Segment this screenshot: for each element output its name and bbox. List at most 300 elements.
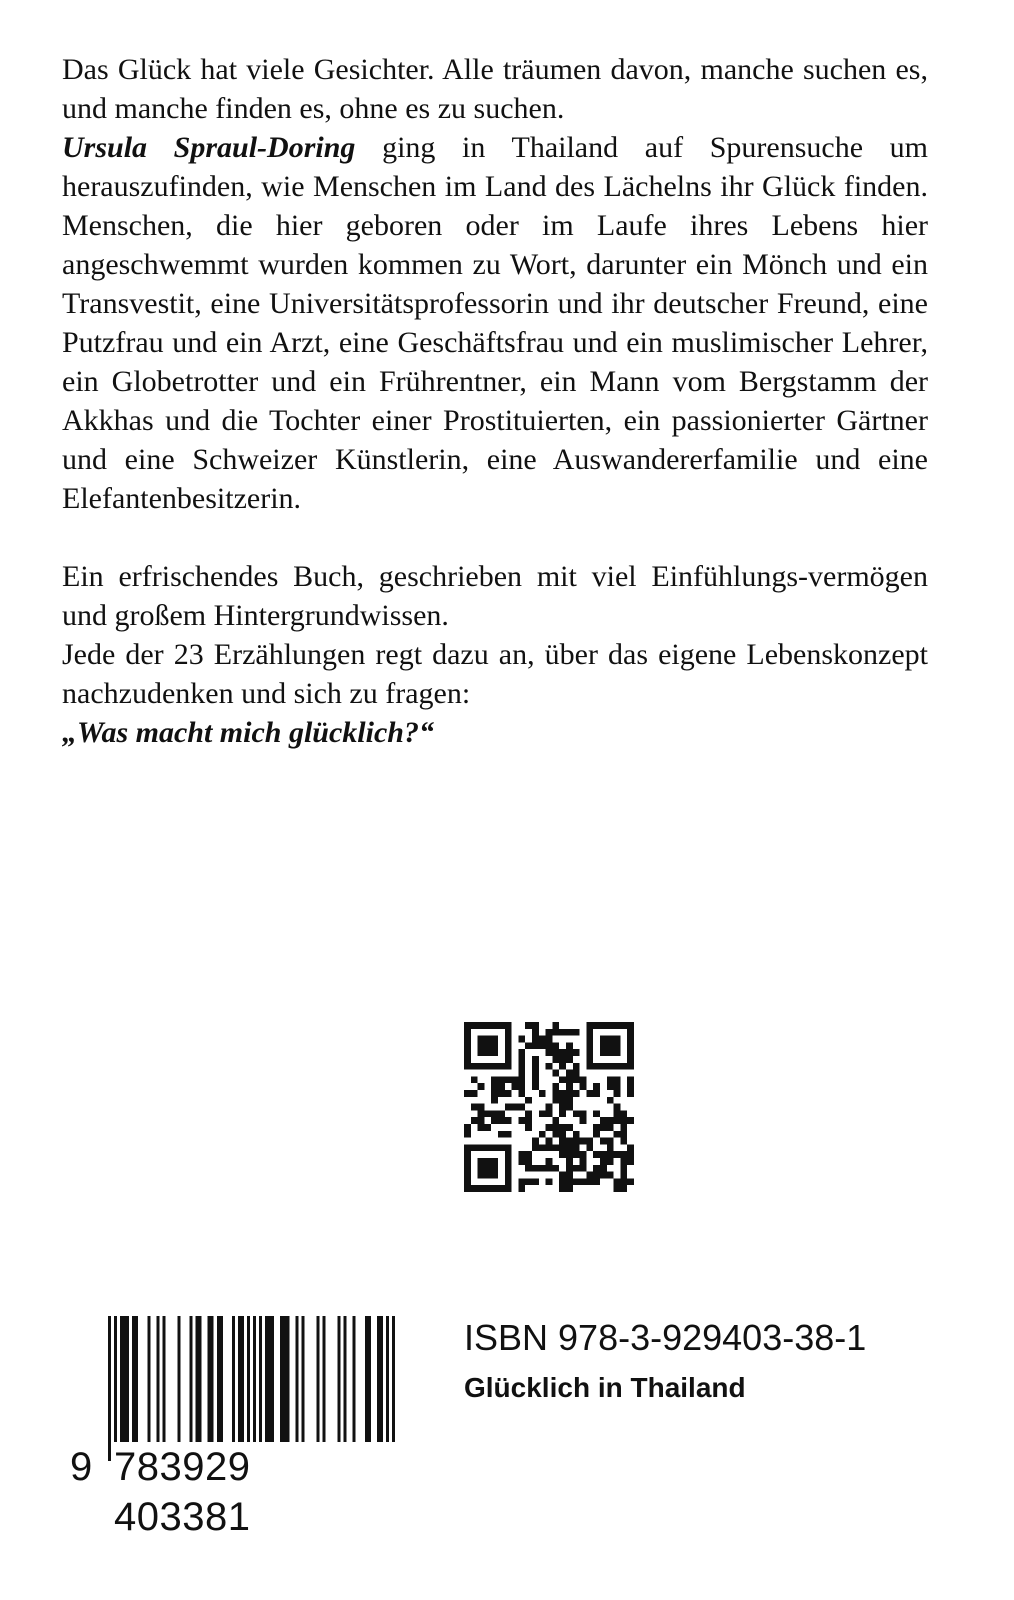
intro-paragraph: Das Glück hat viele Gesichter. Alle träumen davon, manche suchen es, und manche finden es, ohne es zu suchen.	[62, 53, 928, 125]
qr-module	[580, 1178, 587, 1185]
qr-module	[532, 1138, 539, 1145]
barcode-bar	[241, 1316, 244, 1443]
qr-module	[600, 1022, 607, 1029]
qr-module	[518, 1178, 525, 1185]
qr-module	[573, 1029, 580, 1036]
barcode-bar	[108, 1316, 111, 1461]
qr-module	[566, 1056, 573, 1063]
qr-module	[518, 1117, 525, 1124]
qr-module	[586, 1178, 593, 1185]
qr-module	[471, 1076, 478, 1083]
qr-module	[498, 1076, 505, 1083]
qr-module	[546, 1104, 553, 1111]
qr-module	[464, 1178, 471, 1185]
barcode	[70, 1316, 395, 1539]
qr-module	[471, 1104, 478, 1111]
qr-module	[525, 1124, 532, 1131]
qr-module	[559, 1124, 566, 1131]
qr-module	[614, 1036, 621, 1043]
barcode-bar	[199, 1316, 202, 1443]
qr-module	[580, 1165, 587, 1172]
qr-module	[607, 1083, 614, 1090]
qr-module	[546, 1049, 553, 1056]
qr-module	[559, 1172, 566, 1179]
qr-module	[614, 1185, 621, 1192]
qr-module	[505, 1029, 512, 1036]
qr-module	[593, 1151, 600, 1158]
qr-module	[580, 1076, 587, 1083]
qr-module	[532, 1029, 539, 1036]
qr-module	[525, 1097, 532, 1104]
qr-module	[593, 1090, 600, 1097]
qr-module	[532, 1083, 539, 1090]
qr-module	[614, 1131, 621, 1138]
qr-module	[478, 1036, 485, 1043]
qr-module	[505, 1090, 512, 1097]
qr-module	[471, 1022, 478, 1029]
qr-module	[593, 1110, 600, 1117]
qr-module	[607, 1117, 614, 1124]
qr-module	[552, 1049, 559, 1056]
qr-module	[600, 1158, 607, 1165]
qr-module	[532, 1178, 539, 1185]
qr-module	[566, 1090, 573, 1097]
qr-module	[498, 1110, 505, 1117]
qr-module	[484, 1124, 491, 1131]
qr-module	[559, 1131, 566, 1138]
qr-module	[620, 1172, 627, 1179]
qr-module	[573, 1049, 580, 1056]
qr-module	[559, 1090, 566, 1097]
qr-module	[505, 1049, 512, 1056]
qr-module	[566, 1104, 573, 1111]
qr-module	[614, 1083, 621, 1090]
qr-module	[484, 1063, 491, 1070]
qr-module	[505, 1063, 512, 1070]
qr-module	[614, 1049, 621, 1056]
qr-module	[566, 1151, 573, 1158]
barcode-bar	[123, 1316, 126, 1443]
qr-module	[559, 1063, 566, 1070]
qr-module	[607, 1138, 614, 1145]
barcode-bar	[271, 1316, 274, 1443]
qr-module	[627, 1178, 634, 1185]
qr-module	[518, 1090, 525, 1097]
barcode-bar	[135, 1316, 138, 1443]
qr-module	[546, 1029, 553, 1036]
qr-module	[627, 1056, 634, 1063]
qr-module	[614, 1090, 621, 1097]
qr-module	[464, 1042, 471, 1049]
qr-module	[491, 1042, 498, 1049]
quote-text: „Was macht mich glücklich?“	[62, 716, 434, 749]
qr-module	[491, 1097, 498, 1104]
barcode-bar	[283, 1316, 286, 1443]
qr-module	[532, 1036, 539, 1043]
qr-module	[586, 1144, 593, 1151]
book-title: Glücklich in Thailand	[464, 1372, 746, 1403]
qr-module	[518, 1036, 525, 1043]
qr-module	[627, 1151, 634, 1158]
qr-module	[505, 1076, 512, 1083]
barcode-bar	[259, 1316, 262, 1443]
qr-module	[546, 1063, 553, 1070]
qr-module	[586, 1042, 593, 1049]
qr-module	[586, 1022, 593, 1029]
barcode-bar	[380, 1316, 383, 1443]
qr-module	[552, 1124, 559, 1131]
qr-module	[607, 1049, 614, 1056]
qr-module	[478, 1158, 485, 1165]
qr-module	[620, 1158, 627, 1165]
qr-module	[552, 1083, 559, 1090]
qr-module	[484, 1144, 491, 1151]
qr-module	[620, 1131, 627, 1138]
qr-module	[505, 1178, 512, 1185]
qr-module	[484, 1110, 491, 1117]
qr-module	[491, 1063, 498, 1070]
qr-module	[566, 1138, 573, 1145]
qr-module	[532, 1042, 539, 1049]
qr-module	[498, 1185, 505, 1192]
barcode-bar	[156, 1316, 159, 1443]
qr-module	[600, 1036, 607, 1043]
qr-module	[539, 1144, 546, 1151]
qr-module	[478, 1042, 485, 1049]
barcode-bar	[344, 1316, 347, 1443]
qr-module	[614, 1076, 621, 1083]
qr-module	[464, 1158, 471, 1165]
qr-module	[614, 1117, 621, 1124]
qr-module	[620, 1110, 627, 1117]
qr-module	[498, 1131, 505, 1138]
qr-code-graphic	[464, 1021, 634, 1193]
qr-module	[580, 1138, 587, 1145]
qr-module	[518, 1049, 525, 1056]
qr-module	[600, 1151, 607, 1158]
qr-module	[620, 1022, 627, 1029]
qr-module	[539, 1042, 546, 1049]
qr-module	[532, 1063, 539, 1070]
qr-module	[559, 1151, 566, 1158]
qr-module	[552, 1056, 559, 1063]
qr-module	[539, 1131, 546, 1138]
qr-module	[498, 1083, 505, 1090]
qr-module	[546, 1042, 553, 1049]
qr-module	[580, 1151, 587, 1158]
qr-module	[566, 1144, 573, 1151]
qr-module	[573, 1090, 580, 1097]
qr-module	[573, 1076, 580, 1083]
qr-module	[484, 1158, 491, 1165]
qr-module	[478, 1144, 485, 1151]
qr-module	[607, 1144, 614, 1151]
qr-module	[546, 1144, 553, 1151]
qr-module	[607, 1124, 614, 1131]
qr-module	[532, 1165, 539, 1172]
qr-module	[580, 1110, 587, 1117]
qr-module	[539, 1110, 546, 1117]
qr-module	[539, 1090, 546, 1097]
barcode-bar	[338, 1316, 341, 1443]
barcode-bar	[353, 1316, 356, 1443]
quote-line	[62, 713, 928, 752]
qr-module	[471, 1185, 478, 1192]
qr-module	[464, 1029, 471, 1036]
qr-module	[518, 1158, 525, 1165]
qr-module	[464, 1131, 471, 1138]
qr-module	[484, 1165, 491, 1172]
qr-module	[464, 1165, 471, 1172]
qr-module	[559, 1110, 566, 1117]
qr-module	[600, 1117, 607, 1124]
barcode-bar	[220, 1316, 223, 1443]
qr-module	[464, 1036, 471, 1043]
qr-module	[478, 1172, 485, 1179]
qr-module	[607, 1076, 614, 1083]
qr-module	[600, 1124, 607, 1131]
qr-module	[586, 1056, 593, 1063]
qr-module	[512, 1104, 519, 1111]
qr-module	[478, 1165, 485, 1172]
qr-module	[478, 1117, 485, 1124]
qr-module	[525, 1022, 532, 1029]
barcode-bar	[268, 1316, 271, 1443]
barcode-bar	[238, 1316, 241, 1443]
qr-module	[539, 1036, 546, 1043]
qr-module	[627, 1158, 634, 1165]
qr-module	[627, 1036, 634, 1043]
back-cover-blurb	[62, 50, 928, 752]
barcode-digits	[70, 1442, 395, 1539]
qr-module	[546, 1138, 553, 1145]
author-name: Ursula Spraul-Doring	[62, 131, 356, 164]
qr-module	[593, 1083, 600, 1090]
qr-module	[593, 1178, 600, 1185]
qr-module	[559, 1104, 566, 1111]
qr-module	[505, 1036, 512, 1043]
qr-module	[512, 1076, 519, 1083]
qr-module	[491, 1158, 498, 1165]
qr-module	[484, 1172, 491, 1179]
qr-module	[518, 1070, 525, 1077]
qr-module	[471, 1090, 478, 1097]
qr-module	[607, 1151, 614, 1158]
qr-module	[607, 1172, 614, 1179]
barcode-bar	[177, 1316, 180, 1443]
qr-module	[566, 1158, 573, 1165]
qr-module	[566, 1049, 573, 1056]
qr-module	[552, 1144, 559, 1151]
qr-module	[573, 1178, 580, 1185]
qr-module	[518, 1151, 525, 1158]
qr-module	[559, 1029, 566, 1036]
qr-module	[573, 1138, 580, 1145]
qr-module	[559, 1185, 566, 1192]
qr-module	[491, 1076, 498, 1083]
qr-module	[464, 1022, 471, 1029]
qr-module	[518, 1104, 525, 1111]
qr-module	[478, 1083, 485, 1090]
qr-module	[586, 1063, 593, 1070]
qr-module	[491, 1144, 498, 1151]
qr-module	[620, 1185, 627, 1192]
qr-module	[518, 1056, 525, 1063]
qr-module	[498, 1144, 505, 1151]
author-paragraph	[62, 128, 928, 518]
qr-module	[471, 1117, 478, 1124]
qr-module	[532, 1070, 539, 1077]
qr-module	[566, 1124, 573, 1131]
qr-module	[559, 1076, 566, 1083]
qr-module	[491, 1090, 498, 1097]
barcode-bar	[377, 1316, 380, 1443]
qr-module	[566, 1083, 573, 1090]
qr-module	[600, 1165, 607, 1172]
qr-module	[546, 1036, 553, 1043]
qr-module	[593, 1124, 600, 1131]
qr-module	[491, 1185, 498, 1192]
qr-module	[532, 1022, 539, 1029]
qr-module	[593, 1063, 600, 1070]
qr-module	[505, 1104, 512, 1111]
barcode-bar	[147, 1316, 150, 1443]
barcode-bar	[162, 1316, 165, 1443]
qr-module	[593, 1022, 600, 1029]
qr-module	[525, 1042, 532, 1049]
qr-module	[464, 1151, 471, 1158]
qr-module	[586, 1172, 593, 1179]
qr-module	[614, 1104, 621, 1111]
qr-module	[484, 1036, 491, 1043]
qr-module	[532, 1076, 539, 1083]
qr-module	[552, 1165, 559, 1172]
qr-module	[614, 1178, 621, 1185]
qr-module	[559, 1138, 566, 1145]
qr-module	[627, 1090, 634, 1097]
qr-code	[464, 1021, 634, 1193]
barcode-bar	[280, 1316, 283, 1443]
qr-module	[471, 1063, 478, 1070]
barcode-bar	[114, 1316, 117, 1461]
qr-module	[498, 1117, 505, 1124]
qr-module	[566, 1070, 573, 1077]
author-paragraph-text: ging in Thailand auf Spurensuche um herauszufinden, wie Menschen im Land des Lächelns ihr Glück finden. Menschen, die hier geboren oder im Laufe ihres Lebens hier angeschwemmt wurden kommen zu Wort, darunter ein Mönch und ein Transvestit, eine Universitätsprofessorin und ihr deutscher Freund, eine Putzfrau und ein Arzt, eine Geschäftsfrau und ein muslimischer Lehrer, ein Globetrotter und ein Frührentner, ein Mann vom Bergstamm der Akkhas und die Tochter einer Prostituierten, ein passionierter Gärtner und eine Schweizer Künstlerin, eine Auswandererfamilie und eine Elefantenbesitzerin.	[62, 131, 928, 515]
qr-module	[498, 1022, 505, 1029]
qr-module	[546, 1158, 553, 1165]
qr-module	[464, 1172, 471, 1179]
qr-module	[566, 1165, 573, 1172]
qr-module	[491, 1110, 498, 1117]
qr-module	[573, 1165, 580, 1172]
qr-module	[525, 1117, 532, 1124]
qr-module	[559, 1056, 566, 1063]
qr-module	[559, 1049, 566, 1056]
qr-module	[464, 1144, 471, 1151]
qr-module	[600, 1049, 607, 1056]
qr-module	[586, 1049, 593, 1056]
qr-module	[518, 1083, 525, 1090]
qr-module	[484, 1049, 491, 1056]
qr-module	[532, 1144, 539, 1151]
qr-module	[627, 1117, 634, 1124]
qr-module	[614, 1042, 621, 1049]
qr-module	[491, 1036, 498, 1043]
qr-module	[627, 1076, 634, 1083]
qr-module	[478, 1185, 485, 1192]
qr-module	[484, 1042, 491, 1049]
qr-module	[620, 1165, 627, 1172]
qr-module	[478, 1104, 485, 1111]
qr-module	[505, 1117, 512, 1124]
qr-module	[607, 1022, 614, 1029]
qr-module	[518, 1076, 525, 1083]
qr-module	[552, 1131, 559, 1138]
qr-module	[573, 1063, 580, 1070]
isbn-number: ISBN 978-3-929403-38-1	[464, 1317, 867, 1358]
qr-module	[586, 1036, 593, 1043]
qr-module	[627, 1042, 634, 1049]
qr-module	[505, 1131, 512, 1138]
qr-module	[600, 1172, 607, 1179]
qr-module	[573, 1151, 580, 1158]
qr-module	[491, 1049, 498, 1056]
qr-module	[600, 1042, 607, 1049]
qr-module	[491, 1117, 498, 1124]
qr-module	[614, 1063, 621, 1070]
qr-module	[627, 1022, 634, 1029]
qr-module	[491, 1083, 498, 1090]
qr-module	[464, 1063, 471, 1070]
qr-module	[580, 1083, 587, 1090]
qr-module	[600, 1138, 607, 1145]
qr-module	[491, 1172, 498, 1179]
qr-module	[607, 1063, 614, 1070]
barcode-bar	[316, 1316, 319, 1443]
qr-module	[471, 1144, 478, 1151]
qr-module	[552, 1097, 559, 1104]
qr-module	[525, 1178, 532, 1185]
barcode-bar	[217, 1316, 220, 1443]
qr-module	[498, 1063, 505, 1070]
barcode-bar	[211, 1316, 214, 1443]
qr-module	[512, 1083, 519, 1090]
qr-module	[464, 1056, 471, 1063]
qr-module	[607, 1158, 614, 1165]
qr-module	[478, 1124, 485, 1131]
qr-module	[586, 1090, 593, 1097]
qr-module	[627, 1049, 634, 1056]
qr-module	[491, 1165, 498, 1172]
qr-module	[505, 1172, 512, 1179]
qr-module	[464, 1124, 471, 1131]
qr-module	[586, 1138, 593, 1145]
qr-module	[627, 1063, 634, 1070]
qr-module	[518, 1063, 525, 1070]
barcode-bar	[301, 1316, 304, 1443]
barcode-bar	[386, 1316, 389, 1461]
qr-module	[607, 1097, 614, 1104]
qr-module	[484, 1022, 491, 1029]
qr-module	[478, 1022, 485, 1029]
qr-module	[552, 1117, 559, 1124]
barcode-bar	[132, 1316, 135, 1443]
qr-module	[614, 1110, 621, 1117]
qr-module	[573, 1131, 580, 1138]
qr-module	[566, 1172, 573, 1179]
qr-module	[505, 1151, 512, 1158]
qr-module	[505, 1042, 512, 1049]
